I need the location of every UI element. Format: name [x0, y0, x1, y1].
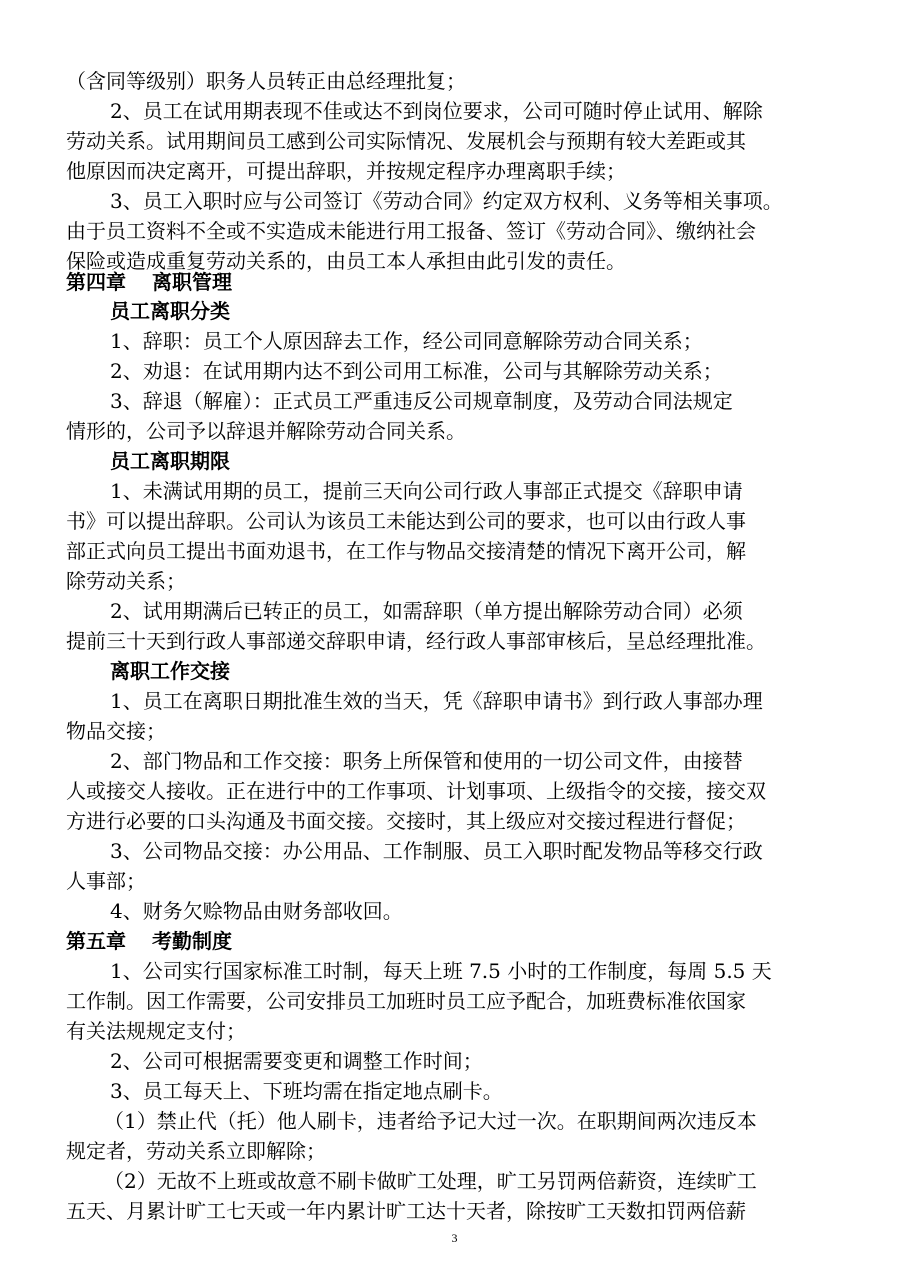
text-line: 2、劝退：在试用期内达不到公司用工标准，公司与其解除劳动关系；: [110, 359, 723, 383]
chapter-title: 考勤制度: [152, 929, 232, 953]
text-line: 3、员工每天上、下班均需在指定地点刷卡。: [110, 1079, 503, 1103]
text-line: 1、公司实行国家标准工时制，每天上班 7.5 小时的工作制度，每周 5.5 天: [110, 959, 772, 983]
text-line: 3、辞退（解雇）：正式员工严重违反公司规章制度，及劳动合同法规定: [110, 389, 733, 413]
text-line: 除劳动关系；: [66, 569, 186, 593]
text-line: 他原因而决定离开，可提出辞职，并按规定程序办理离职手续；: [66, 159, 626, 183]
chapter-number: 第四章: [66, 270, 126, 294]
text-line: 2、部门物品和工作交接：职务上所保管和使用的一切公司文件，由接替: [110, 749, 743, 773]
section-heading: 员工离职分类: [110, 299, 230, 323]
text-line: 2、试用期满后已转正的员工，如需辞职（单方提出解除劳动合同）必须: [110, 599, 743, 623]
chapter-title: 离职管理: [152, 270, 232, 294]
text-line: 部正式向员工提出书面劝退书，在工作与物品交接清楚的情况下离开公司，解: [66, 539, 746, 563]
text-line: 2、公司可根据需要变更和调整工作时间；: [110, 1049, 483, 1073]
text-line: 工作制。因工作需要，公司安排员工加班时员工应予配合，加班费标准依国家: [66, 989, 746, 1013]
text-line: 3、公司物品交接：办公用品、工作制服、员工入职时配发物品等移交行政: [110, 839, 763, 863]
chapter-number: 第五章: [66, 929, 126, 953]
section-heading: 离职工作交接: [110, 659, 230, 683]
text-line: （含同等级别）职务人员转正由总经理批复；: [66, 69, 466, 93]
text-line: 书》可以提出辞职。公司认为该员工未能达到公司的要求，也可以由行政人事: [66, 509, 746, 533]
text-line: 由于员工资料不全或不实造成未能进行用工报备、签订《劳动合同》、缴纳社会: [66, 219, 756, 243]
text-line: 规定者，劳动关系立即解除；: [66, 1139, 326, 1163]
text-line: 有关法规规定支付；: [66, 1019, 246, 1043]
chapter-heading-4: [66, 267, 856, 297]
text-line: 劳动关系。试用期间员工感到公司实际情况、发展机会与预期有较大差距或其: [66, 129, 746, 153]
text-line: 1、员工在离职日期批准生效的当天，凭《辞职申请书》到行政人事部办理: [110, 689, 763, 713]
text-line: 人或接交人接收。正在进行中的工作事项、计划事项、上级指令的交接，接交双: [66, 779, 766, 803]
text-line: 提前三十天到行政人事部递交辞职申请，经行政人事部审核后，呈总经理批准。: [66, 629, 766, 653]
text-line: 方进行必要的口头沟通及书面交接。交接时，其上级应对交接过程进行督促；: [66, 809, 746, 833]
text-line: 2、员工在试用期表现不佳或达不到岗位要求，公司可随时停止试用、解除: [110, 99, 763, 123]
text-line: 人事部；: [66, 869, 146, 893]
text-line: （1）禁止代（托）他人刷卡，违者给予记大过一次。在职期间两次违反本: [104, 1109, 757, 1133]
text-line: 1、辞职：员工个人原因辞去工作，经公司同意解除劳动合同关系；: [110, 329, 703, 353]
text-line: 1、未满试用期的员工，提前三天向公司行政人事部正式提交《辞职申请: [110, 479, 743, 503]
text-line: 情形的，公司予以辞退并解除劳动合同关系。: [66, 419, 466, 443]
text-line: （2）无故不上班或故意不刷卡做旷工处理，旷工另罚两倍薪资，连续旷工: [104, 1169, 757, 1193]
text-line: 3、员工入职时应与公司签订《劳动合同》约定双方权利、义务等相关事项。: [110, 189, 783, 213]
text-line: 物品交接；: [66, 719, 166, 743]
section-heading: 员工离职期限: [110, 449, 230, 473]
text-line: 五天、月累计旷工七天或一年内累计旷工达十天者，除按旷工天数扣罚两倍薪: [66, 1199, 746, 1223]
page-number: 3: [451, 1231, 458, 1245]
text-line: 4、财务欠赊物品由财务部收回。: [110, 899, 403, 923]
text-line: 保险或造成重复劳动关系的，由员工本人承担由此引发的责任。: [66, 249, 626, 273]
chapter-heading-5: [66, 926, 856, 956]
